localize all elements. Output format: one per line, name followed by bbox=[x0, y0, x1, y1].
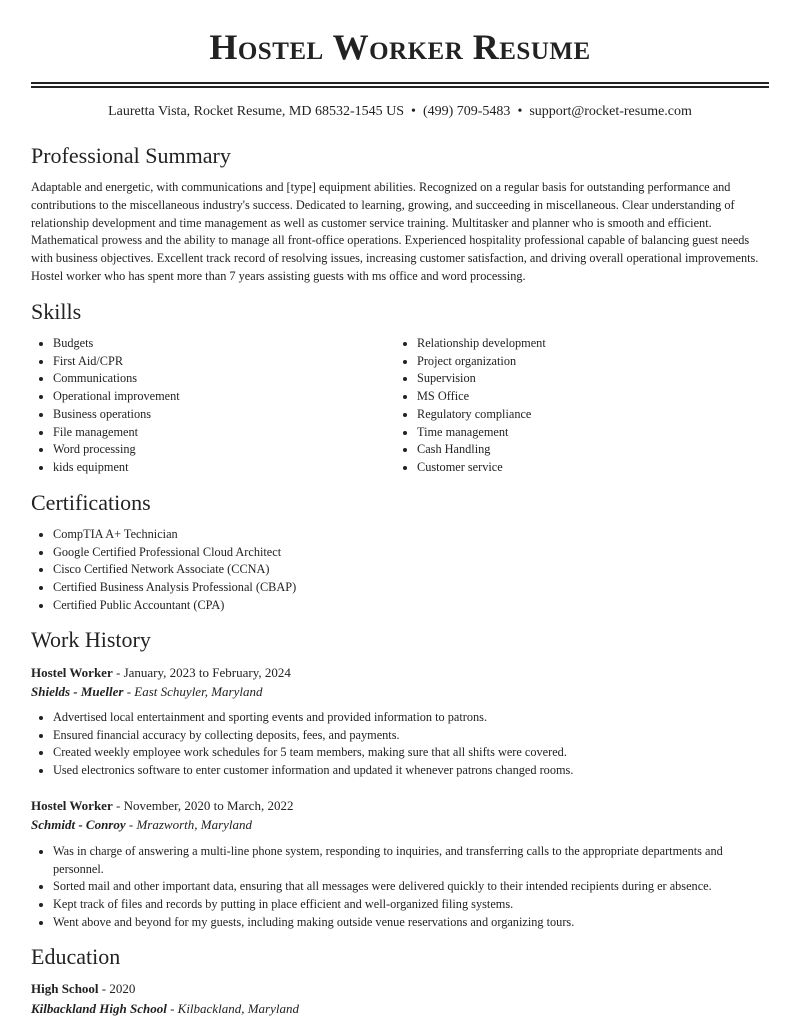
summary-heading: Professional Summary bbox=[31, 143, 231, 168]
job-duty-item: • Kept track of files and records by putting in place efficient and well-organized filing systems. bbox=[53, 896, 773, 914]
contact-address: Lauretta Vista, Rocket Resume, MD 68532-1545 US bbox=[108, 104, 405, 119]
job-duty-item: • Created weekly employee work schedules for 5 team members, making sure that all shifts were covered. bbox=[53, 744, 773, 762]
job-duties-list bbox=[31, 843, 773, 932]
skill-item: • Regulatory compliance bbox=[417, 406, 777, 424]
skill-item: • Relationship development bbox=[417, 335, 777, 353]
skill-item: • Time management bbox=[417, 424, 777, 442]
skill-item: • Budgets bbox=[53, 335, 393, 353]
job-title: Hostel Worker bbox=[31, 665, 113, 680]
employer-name: Schmidt - Conroy bbox=[31, 817, 126, 832]
job-dates: - November, 2020 to March, 2022 bbox=[112, 798, 294, 813]
resume-title: Hostel Worker Resume bbox=[209, 27, 591, 67]
contact-separator: • bbox=[517, 104, 523, 119]
skill-item: • Communications bbox=[53, 370, 393, 388]
summary-text: Adaptable and energetic, with communications and [type] equipment abilities. Recognized on a regular basis for outstanding performance and contributions to the miscellaneous industry's success. Dedicated to learning, growing, and succeeding in miscellaneous. Clear understanding of relationship development and time management as well as customer service training. Multitasker and planner who is smooth and efficient. Mathematical prowess and the ability to manage all front-office operations. Experienced hospitality professional capable of balancing guest needs with business objectives. Excellent track record of resolving issues, increasing customer satisfaction, and driving overall operational improvements. Hostel worker who has spent more than 7 years assisting guests with ms office and word processing. bbox=[31, 180, 759, 283]
job-duty-item: • Was in charge of answering a multi-line phone system, responding to inquiries, and transferring calls to the appropriate departments and personnel. bbox=[53, 843, 773, 878]
education-heading: Education bbox=[31, 944, 121, 969]
job-title-line bbox=[31, 798, 293, 814]
certifications-list bbox=[31, 526, 753, 615]
skill-item: • Word processing bbox=[53, 441, 393, 459]
graduation-year: - 2020 bbox=[98, 981, 136, 996]
job-dates: - January, 2023 to February, 2024 bbox=[112, 665, 291, 680]
employer-location: - Mrazworth, Maryland bbox=[125, 817, 253, 832]
certification-item: • Certified Public Accountant (CPA) bbox=[53, 597, 753, 615]
contact-email[interactable]: support@rocket-resume.com bbox=[529, 104, 692, 119]
employer-location: - East Schuyler, Maryland bbox=[123, 684, 263, 699]
degree-line bbox=[31, 981, 135, 997]
contact-separator: • bbox=[411, 104, 416, 119]
employer-line bbox=[31, 684, 262, 700]
skill-item: • kids equipment bbox=[53, 459, 393, 477]
skill-item: • MS Office bbox=[417, 388, 777, 406]
certification-item: • Certified Business Analysis Professional (CBAP) bbox=[53, 579, 753, 597]
job-title-line bbox=[31, 665, 291, 681]
job-title: Hostel Worker bbox=[31, 798, 113, 813]
certification-item: • Cisco Certified Network Associate (CCNA) bbox=[53, 561, 753, 579]
skill-item: • File management bbox=[53, 424, 393, 442]
skill-item: • First Aid/CPR bbox=[53, 353, 393, 371]
skills-list-right bbox=[395, 335, 777, 477]
skill-item: • Customer service bbox=[417, 459, 777, 477]
certifications-heading: Certifications bbox=[31, 490, 151, 515]
job-duty-item: • Used electronics software to enter customer information and updated it whenever patrons changed rooms. bbox=[53, 762, 773, 780]
school-name: Kilbackland High School bbox=[31, 1001, 167, 1016]
skills-list-left bbox=[31, 335, 393, 477]
job-duty-item: • Advertised local entertainment and sporting events and provided information to patrons. bbox=[53, 709, 773, 727]
title-divider-bottom bbox=[31, 86, 769, 88]
skill-item: • Supervision bbox=[417, 370, 777, 388]
job-duty-item: • Went above and beyond for my guests, including making outside venue reservations and organizing tours. bbox=[53, 914, 773, 932]
certification-item: • Google Certified Professional Cloud Architect bbox=[53, 544, 753, 562]
job-duties-list bbox=[31, 709, 773, 780]
school-line bbox=[31, 1001, 299, 1017]
skill-item: • Cash Handling bbox=[417, 441, 777, 459]
contact-line bbox=[0, 104, 800, 120]
contact-phone: (499) 709-5483 bbox=[422, 104, 511, 119]
skill-item: • Project organization bbox=[417, 353, 777, 371]
work-history-heading: Work History bbox=[31, 627, 151, 652]
employer-name: Shields - Mueller bbox=[31, 684, 124, 699]
certification-item: • CompTIA A+ Technician bbox=[53, 526, 753, 544]
degree: High School bbox=[31, 981, 99, 996]
employer-line bbox=[31, 817, 252, 833]
job-duty-item: • Sorted mail and other important data, ensuring that all messages were delivered quickly to their intended recipients during er absence. bbox=[53, 878, 773, 896]
school-location: - Kilbackland, Maryland bbox=[166, 1001, 299, 1016]
skills-heading: Skills bbox=[31, 299, 82, 324]
skill-item: • Operational improvement bbox=[53, 388, 393, 406]
job-duty-item: • Ensured financial accuracy by collecting deposits, fees, and payments. bbox=[53, 727, 773, 745]
skill-item: • Business operations bbox=[53, 406, 393, 424]
title-divider-top bbox=[31, 82, 769, 84]
